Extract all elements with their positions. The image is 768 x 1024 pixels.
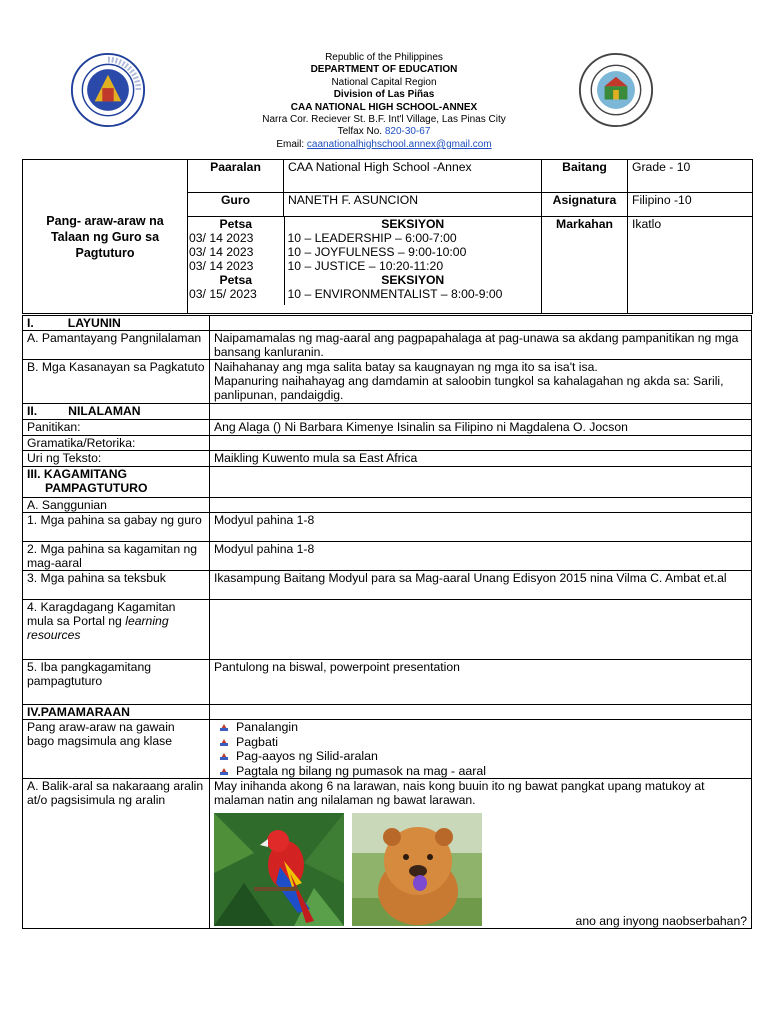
balik-aral-text: May inihanda akong 6 na larawan, nais kong buuin ito ng bawat pangkat upang matukoy at malaman natin ang nilalaman ng bawat larawan. [214, 779, 705, 807]
list-item: Pag-aayos ng Silid-aralan [214, 749, 747, 764]
section-row: 10 – JUSTICE – 10:20-11:20 [287, 259, 444, 273]
section-kagamitan [23, 467, 210, 498]
form-title: Pang- araw-araw na Talaan ng Guro sa Pagtuturo [23, 160, 188, 314]
routine-list-cell [210, 720, 752, 779]
pamantayang-label: A. Pamantayang Pangnilalaman [23, 331, 210, 360]
telfax-number: 820-30-67 [384, 126, 431, 138]
panitikan-value: Ang Alaga () Ni Barbara Kimenye Isinalin sa Filipino ni Magdalena O. Jocson [210, 420, 752, 436]
date-row: 03/ 14 2023 [189, 259, 254, 273]
division-line: Division of Las Piñas [333, 89, 435, 101]
schedule-table [188, 217, 541, 305]
baitang-label: Baitang [542, 160, 628, 193]
empty-cell [210, 498, 752, 513]
empty-cell [210, 600, 752, 660]
kagamitan-title-1: III. KAGAMITANG [27, 467, 127, 481]
dog-image [352, 813, 482, 926]
lesson-plan-table [22, 315, 752, 929]
address-line: Narra Cor. Reciever St. B.F. Int'l Village, Las Pinas City [262, 114, 506, 126]
kasanayan-text [210, 360, 752, 404]
date-row: 03/ 14 2023 [189, 245, 254, 259]
date2: 03/ 15/ 2023 [189, 287, 257, 301]
question-text: ano ang inyong naobserbahan? [575, 914, 747, 928]
asignatura-value: Filipino -10 [628, 193, 753, 217]
kagamitan-mag-aaral-label: 2. Mga pahina sa kagamitan ng mag-aaral [23, 542, 210, 571]
section2: 10 – ENVIRONMENTALIST – 8:00-9:00 [284, 287, 541, 305]
seksiyon2-label: SEKSIYON [284, 273, 541, 287]
gramatika-label: Gramatika/Retorika: [23, 436, 210, 451]
section-row: 10 – LEADERSHIP – 6:00-7:00 [287, 231, 457, 245]
school-name-line: CAA NATIONAL HIGH SCHOOL-ANNEX [290, 101, 478, 113]
email-line [0, 139, 768, 151]
telfax-line [0, 126, 768, 138]
markahan-label: Markahan [542, 217, 628, 314]
petsa-label: Petsa [219, 217, 253, 231]
kasanayan-label: B. Mga Kasanayan sa Pagkatuto [23, 360, 210, 404]
sections-list [284, 231, 541, 273]
telfax-label: Telfax No. [337, 126, 383, 138]
empty-cell [210, 436, 752, 451]
list-item: Pagbati [214, 735, 747, 750]
baitang-value: Grade - 10 [628, 160, 753, 193]
uri-value: Maikling Kuwento mula sa East Africa [210, 451, 752, 467]
routine-list [214, 720, 747, 778]
section-row: 10 – JOYFULNESS – 9:00-10:00 [287, 245, 467, 259]
section-pamamaraan: IV.PAMAMARAAN [23, 705, 210, 720]
routine-label: Pang araw-araw na gawain bago magsimula ang klase [23, 720, 210, 779]
petsa2-label: Petsa [219, 273, 253, 287]
guro-label: Guro [188, 193, 284, 217]
paaralan-value: CAA National High School -Annex [284, 160, 542, 193]
iba-value: Pantulong na biswal, powerpoint presentation [210, 660, 752, 705]
panitikan-label: Panitikan: [23, 420, 210, 436]
gabay-value: Modyul pahina 1-8 [210, 513, 752, 542]
iba-label: 5. Iba pangkagamitang pampagtuturo [23, 660, 210, 705]
kasanayan-text-2: Mapanuring naihahayag ang damdamin at saloobin tungkol sa kahalagahan ng akda sa: Sarili, panlipunan, pandaigdig. [214, 374, 724, 402]
teksbuk-value: Ikasampung Baitang Modyul para sa Mag-aaral Unang Edisyon 2015 nina Vilma C. Ambat et.al [210, 571, 752, 600]
section-layunin: I. LAYUNIN [23, 316, 210, 331]
schedule-cell [188, 217, 542, 314]
gabay-label: 1. Mga pahina sa gabay ng guro [23, 513, 210, 542]
kasanayan-text-1: Naihahanay ang mga salita batay sa kaugnayan ng mga ito sa isa't isa. [214, 360, 598, 374]
asignatura-label: Asignatura [542, 193, 628, 217]
dates-list [188, 231, 284, 273]
sanggunian-label: A. Sanggunian [23, 498, 210, 513]
region-line: National Capital Region [331, 76, 437, 88]
picture-row [214, 813, 747, 926]
letterhead [0, 52, 768, 151]
empty-cell [210, 404, 752, 420]
empty-cell [210, 316, 752, 331]
guro-value: NANETH F. ASUNCION [284, 193, 542, 217]
balik-aral-cell [210, 779, 752, 929]
kagamitan-mag-aaral-value: Modyul pahina 1-8 [210, 542, 752, 571]
list-item: Pagtala ng bilang ng pumasok na mag - aaral [214, 764, 747, 779]
balik-aral-label: A. Balik-aral sa nakaraang aralin at/o pagsisimula ng aralin [23, 779, 210, 929]
republic-line: Republic of the Philippines [325, 52, 443, 63]
kagamitan-title-2: PAMPAGTUTURO [45, 481, 148, 495]
department-line: DEPARTMENT OF EDUCATION [310, 64, 458, 76]
teksbuk-label: 3. Mga pahina sa teksbuk [23, 571, 210, 600]
uri-label: Uri ng Teksto: [23, 451, 210, 467]
section-nilalaman: II. NILALAMAN [23, 404, 210, 420]
karagdagang-label: 4. Karagdagang Kagamitan mula sa Portal ng learning resources [23, 600, 210, 660]
empty-cell [210, 705, 752, 720]
email-link[interactable]: caanationalhighschool.annex@gmail.com [306, 138, 492, 150]
parrot-image [214, 813, 344, 926]
pamantayang-text: Naipamamalas ng mag-aaral ang pagpapahalaga at pag-unawa sa akdang pampanitikan ng mga bansang kanluranin. [210, 331, 752, 360]
date-row: 03/ 14 2023 [189, 231, 254, 245]
seksiyon-label: SEKSIYON [284, 217, 541, 231]
info-table [22, 159, 753, 314]
email-label: Email: [276, 138, 305, 150]
paaralan-label: Paaralan [188, 160, 284, 193]
markahan-value: Ikatlo [628, 217, 753, 314]
empty-cell [210, 467, 752, 498]
list-item: Panalangin [214, 720, 747, 735]
